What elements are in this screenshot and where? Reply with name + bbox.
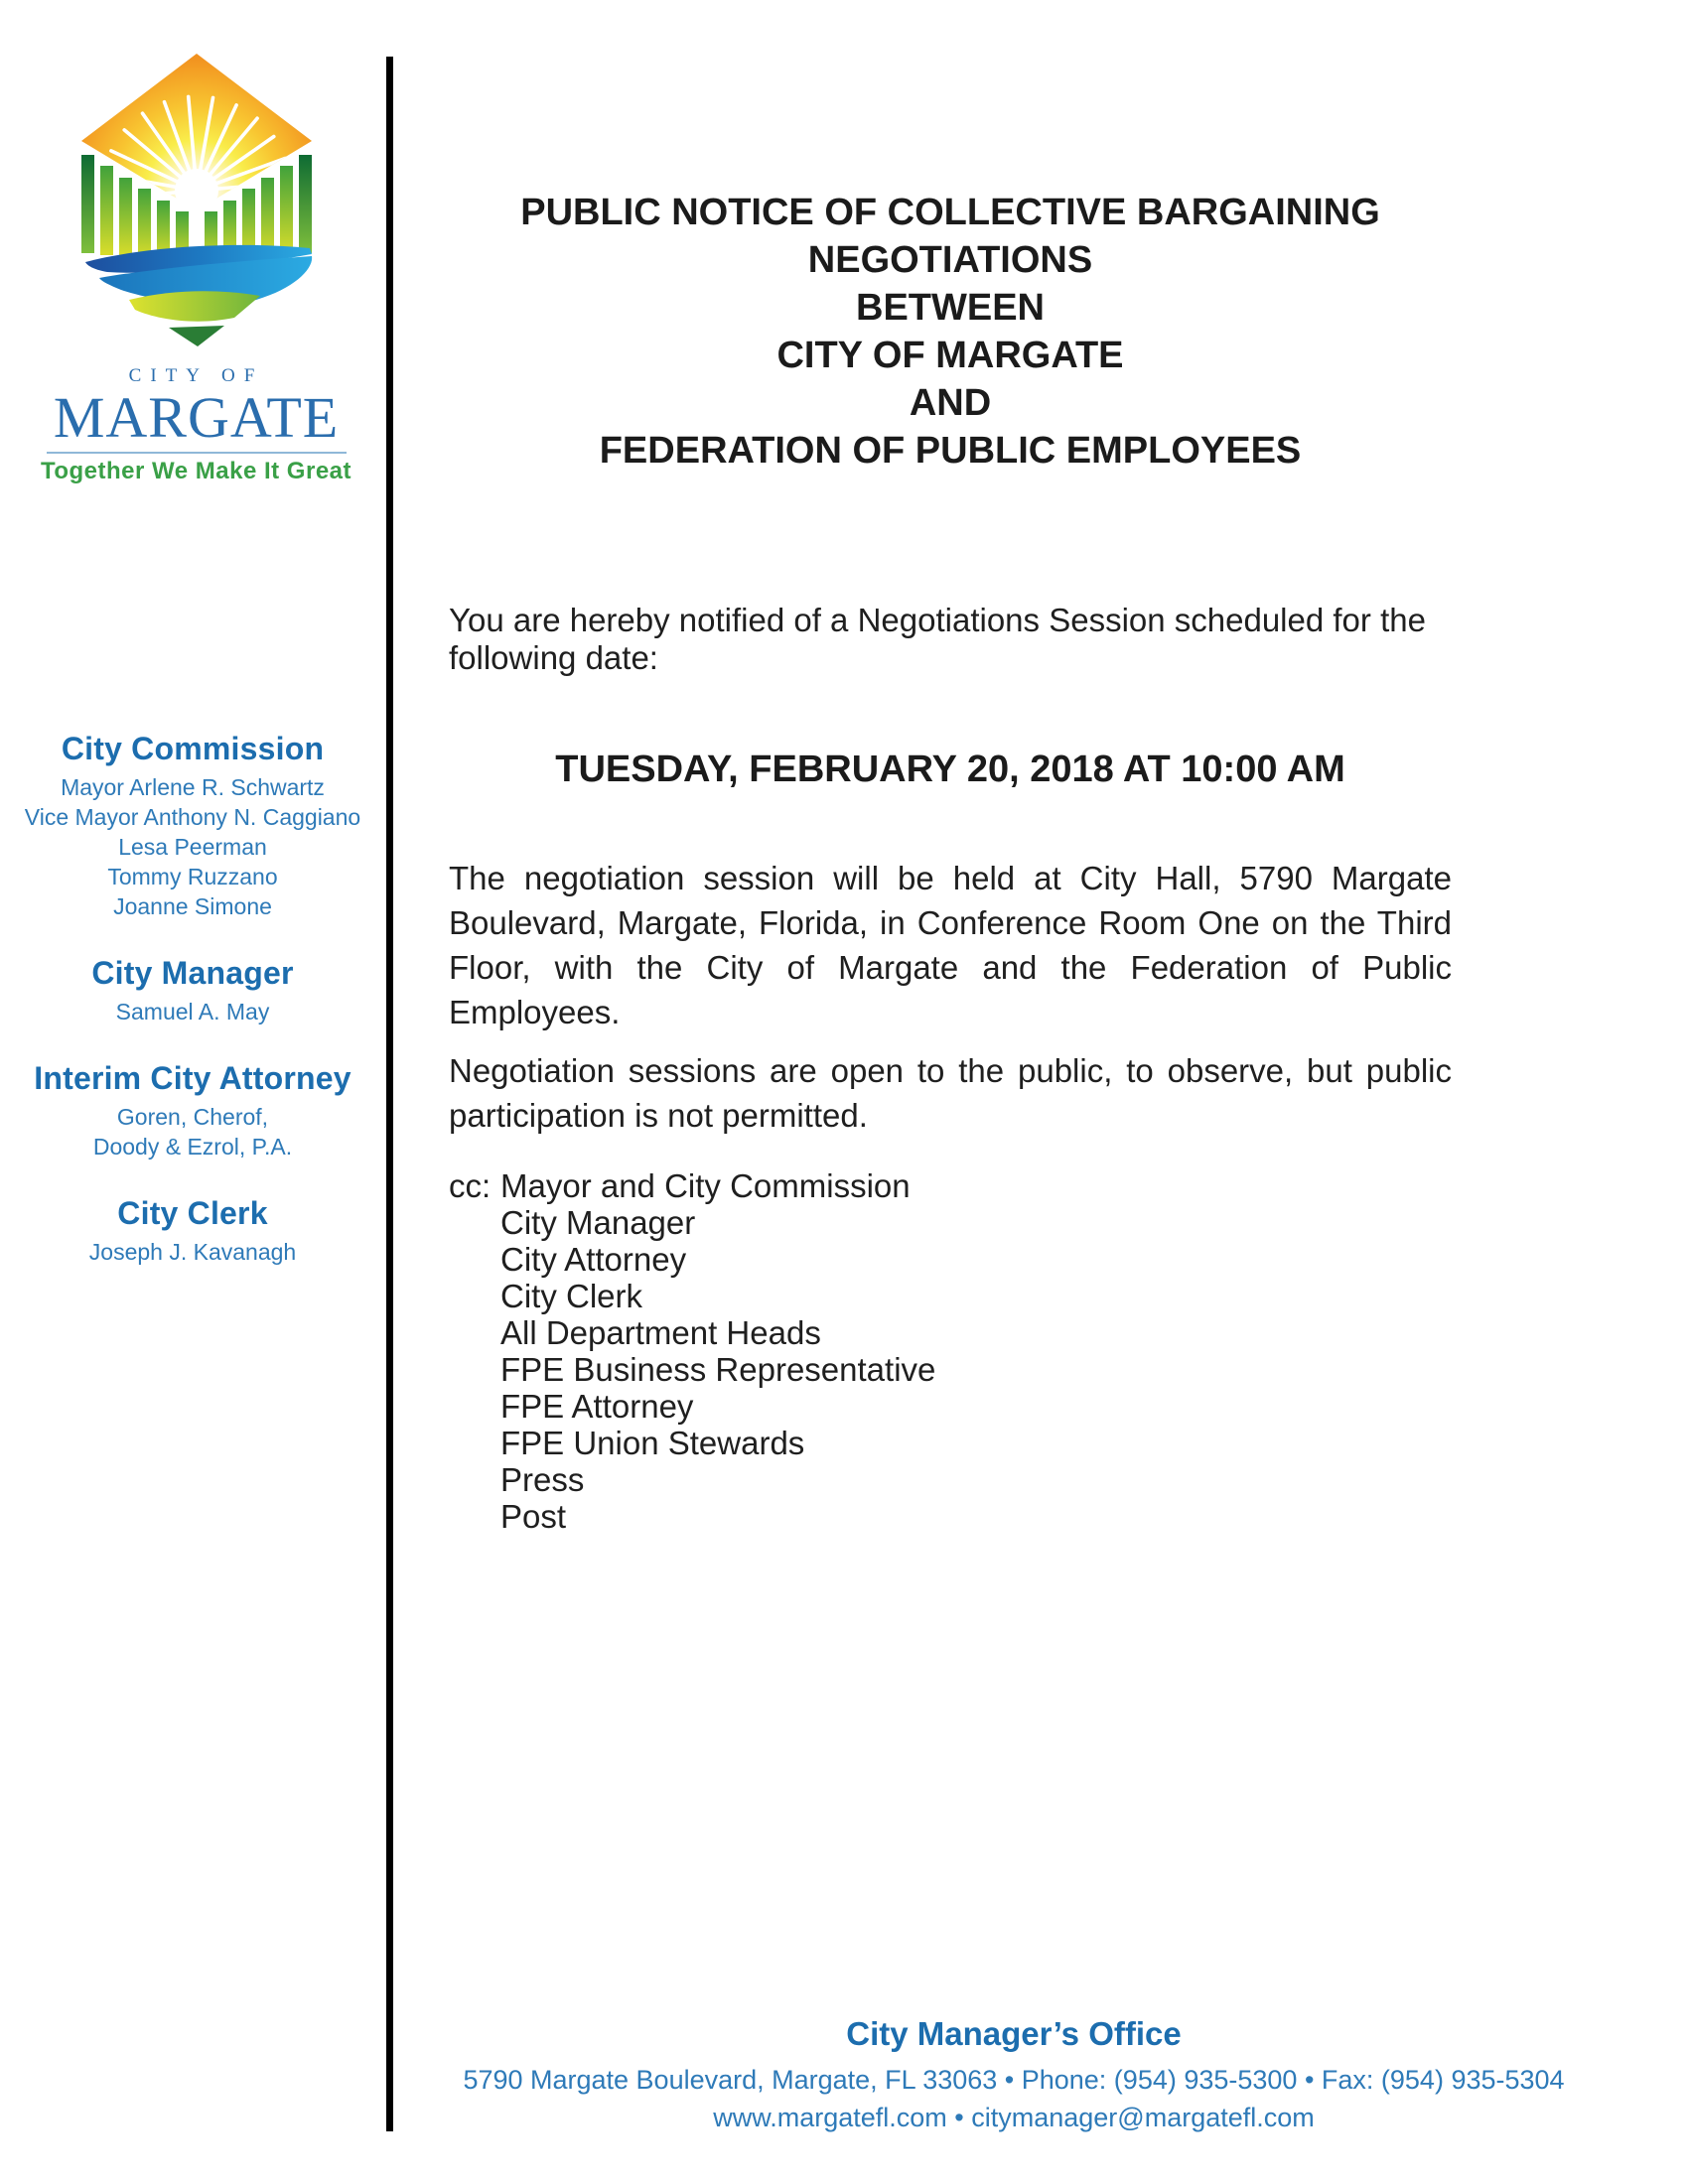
cc-item: FPE Business Representative [500, 1351, 936, 1388]
sidebar-name: Joanne Simone [113, 893, 272, 919]
title-line: CITY OF MARGATE [776, 335, 1124, 376]
cc-item: City Attorney [500, 1241, 687, 1278]
cc-item: Press [500, 1461, 585, 1498]
vertical-divider-line [386, 57, 393, 2131]
title-line: PUBLIC NOTICE OF COLLECTIVE BARGAINING [520, 192, 1380, 233]
sidebar-section-city-manager [0, 955, 385, 1026]
title-line: FEDERATION OF PUBLIC EMPLOYEES [599, 430, 1302, 472]
body-paragraph-public: Negotiation sessions are open to the public, to observe, but public participation is not permitted. [449, 1052, 1452, 1134]
sidebar-name: Tommy Ruzzano [107, 864, 278, 889]
notice-body [449, 0, 1452, 1535]
cc-item: All Department Heads [500, 1314, 821, 1351]
body-paragraph-location: The negotiation session will be held at City Hall, 5790 Margate Boulevard, Margate, Florida, in Conference Room One on the Third Floor, with the City of Margate and the Federation of Public Employees. [449, 860, 1452, 1030]
logo-wordmark: MARGATE [53, 385, 340, 450]
sidebar-name: Goren, Cherof, [116, 1104, 269, 1130]
logo-tagline: Together We Make It Great [40, 458, 352, 484]
footer [387, 2015, 1640, 2134]
cc-block [449, 1167, 1452, 1535]
sidebar-name: Samuel A. May [115, 999, 270, 1024]
sidebar-name: Vice Mayor Anthony N. Caggiano [24, 804, 361, 830]
title-line: BETWEEN [856, 287, 1045, 329]
city-of-margate-logo-icon [75, 52, 318, 349]
cc-list [500, 1167, 1452, 1535]
sidebar-heading-city-clerk: City Clerk [117, 1195, 268, 1231]
sidebar-heading-city-manager: City Manager [91, 955, 294, 991]
title-line: NEGOTIATIONS [807, 239, 1093, 281]
sidebar-section-interim-city-attorney [0, 1060, 385, 1161]
cc-item: Post [500, 1498, 567, 1535]
sidebar-name: Mayor Arlene R. Schwartz [61, 774, 325, 800]
sidebar-section-city-clerk [0, 1195, 385, 1267]
sidebar-heading-interim-city-attorney: Interim City Attorney [34, 1060, 352, 1096]
logo-divider-rule [47, 452, 347, 454]
sidebar-name: Lesa Peerman [118, 834, 267, 860]
cc-item: City Manager [500, 1204, 696, 1241]
cc-item: FPE Attorney [500, 1388, 694, 1425]
footer-contact-line: www.margatefl.com • citymanager@margatefl.com [713, 2103, 1315, 2132]
session-date-line: TUESDAY, FEBRUARY 20, 2018 AT 10:00 AM [555, 749, 1345, 790]
officials-sidebar [0, 731, 385, 1300]
footer-address-line: 5790 Margate Boulevard, Margate, FL 33063 • Phone: (954) 935-5300 • Fax: (954) 935-5304 [463, 2065, 1565, 2095]
sidebar-heading-city-commission: City Commission [61, 731, 325, 766]
cc-item: Mayor and City Commission [500, 1167, 911, 1204]
footer-office-title: City Manager’s Office [846, 2015, 1182, 2052]
cc-item: FPE Union Stewards [500, 1425, 805, 1461]
sidebar-name: Doody & Ezrol, P.A. [92, 1134, 293, 1160]
logo-city-of-text: CITY OF [128, 365, 264, 386]
intro-paragraph: You are hereby notified of a Negotiations Session scheduled for the following date: [449, 602, 1426, 676]
title-line: AND [909, 382, 992, 424]
sidebar-name: Joseph J. Kavanagh [88, 1239, 297, 1265]
cc-label: cc: [449, 1167, 492, 1204]
cc-item: City Clerk [500, 1278, 643, 1314]
margate-logo [25, 52, 367, 485]
sidebar-section-city-commission [0, 731, 385, 921]
document-title [449, 0, 1452, 475]
